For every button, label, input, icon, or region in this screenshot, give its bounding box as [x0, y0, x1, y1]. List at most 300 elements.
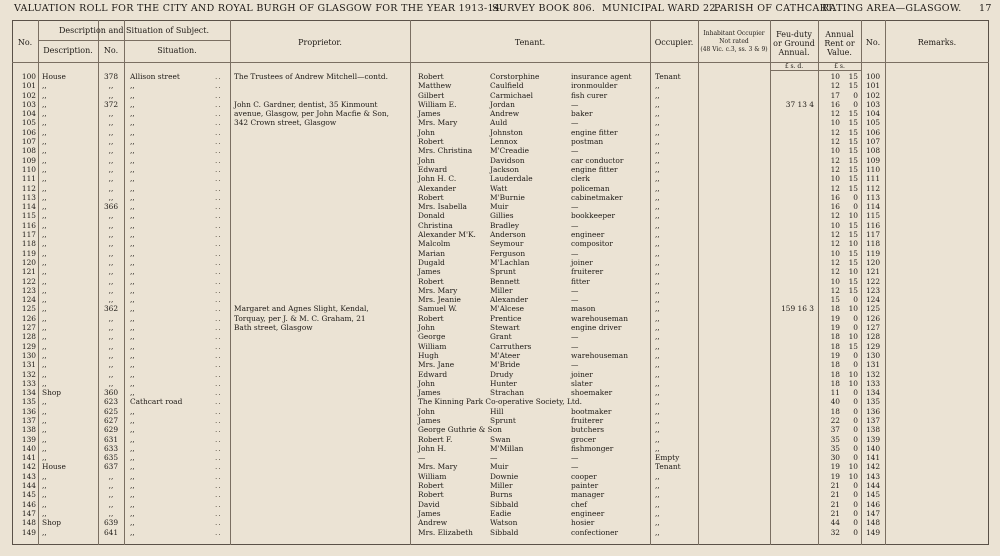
table-row [0, 370, 1000, 379]
entry-number: 114 [21, 202, 36, 212]
entry-occupation: — [571, 220, 579, 230]
entry-street-number: ,, [108, 313, 114, 323]
entry-tenant-surname: Sibbald [490, 527, 519, 537]
entry-occupier: ,, [655, 127, 660, 137]
entry-description: ,, [42, 369, 47, 379]
entry-rent-shillings: 10 [848, 304, 858, 314]
entry-tenant-forename: John H. C. [418, 174, 457, 184]
entry-tenant-surname: Ferguson [490, 248, 526, 258]
table-row [0, 128, 1000, 137]
entry-number: 119 [21, 248, 36, 258]
entry-situation: ,, [130, 276, 135, 286]
leader-dots: .. [215, 313, 222, 323]
entry-occupier: ,, [655, 481, 660, 491]
entry-number: 144 [21, 481, 36, 491]
entry-tenant-surname: Johnston [490, 127, 523, 137]
entry-situation: ,, [130, 434, 135, 444]
entry-number-right: 103 [865, 99, 881, 109]
entry-number-right: 104 [865, 109, 881, 119]
entry-description: ,, [42, 490, 47, 500]
roll-title: VALUATION ROLL FOR THE CITY AND ROYAL BURGH OF GLASGOW FOR THE YEAR 1913-14. [14, 3, 504, 14]
leader-dots: .. [215, 406, 222, 416]
entry-street-number: ,, [108, 248, 114, 258]
entry-number: 122 [21, 276, 36, 286]
entry-description: ,, [42, 360, 47, 370]
entry-occupier: ,, [655, 323, 660, 333]
entry-rent-shillings: 0 [853, 388, 858, 398]
entry-occupation: — [571, 360, 579, 370]
entry-street-number: 627 [103, 415, 119, 425]
entry-occupier: ,, [655, 425, 660, 435]
entry-rent-pounds: 18 [830, 341, 840, 351]
entry-description: ,, [42, 434, 47, 444]
entry-rent-pounds: 12 [830, 127, 840, 137]
entry-number: 130 [21, 350, 36, 360]
entry-description: ,, [42, 248, 47, 258]
entry-number-right: 141 [865, 453, 881, 463]
leader-dots: .. [215, 192, 222, 202]
entry-tenant-surname: M'Ateer [490, 350, 521, 360]
entry-number: 128 [21, 332, 36, 342]
entry-rent-shillings: 15 [848, 174, 858, 184]
table-row [0, 91, 1000, 100]
entry-description: ,, [42, 443, 47, 453]
page-header [14, 3, 990, 17]
entry-occupier: ,, [655, 239, 660, 249]
entry-proprietor: 342 Crown street, Glasgow [234, 118, 337, 128]
entry-rent-pounds: 16 [830, 192, 840, 202]
entry-situation: ,, [130, 378, 135, 388]
entry-number-right: 102 [865, 90, 881, 100]
entry-rent-pounds: 18 [830, 406, 840, 416]
entry-situation: ,, [130, 415, 135, 425]
entry-tenant-surname: Muir [490, 462, 509, 472]
entry-situation: ,, [130, 239, 135, 249]
entry-situation: ,, [130, 425, 135, 435]
entry-number-right: 108 [865, 146, 881, 156]
entry-description: ,, [42, 146, 47, 156]
entry-tenant-forename: James [418, 388, 441, 398]
entry-rent-pounds: 17 [830, 90, 840, 100]
entry-rent-shillings: 0 [853, 295, 858, 305]
entry-number: 116 [21, 220, 36, 230]
entry-street-number: ,, [108, 257, 114, 267]
entry-description: ,, [42, 425, 47, 435]
entry-occupation: — [571, 202, 579, 212]
entry-situation: ,, [130, 323, 135, 333]
entry-number: 113 [21, 192, 36, 202]
table-row [0, 407, 1000, 416]
entry-number: 123 [21, 285, 36, 295]
municipal-ward: MUNICIPAL WARD 22. [602, 3, 719, 14]
entry-rent-shillings: 0 [853, 350, 858, 360]
entry-street-number: ,, [108, 378, 114, 388]
entry-occupation: slater [571, 378, 593, 388]
col-feu-3: Annual. [778, 48, 810, 57]
entry-rent-pounds: 15 [830, 295, 840, 305]
entry-rent-shillings: 0 [853, 518, 858, 528]
entry-number-right: 118 [865, 239, 881, 249]
entry-situation: ,, [130, 285, 135, 295]
entry-description: ,, [42, 285, 47, 295]
entry-street-number: ,, [108, 285, 114, 295]
entry-rent-shillings: 0 [853, 90, 858, 100]
entry-occupation: cabinetmaker [571, 192, 623, 202]
table-row [0, 230, 1000, 239]
entry-rent-shillings: 15 [848, 118, 858, 128]
entry-occupier: ,, [655, 276, 660, 286]
entry-rent-pounds: 32 [830, 527, 840, 537]
entry-occupier: ,, [655, 267, 660, 277]
entry-tenant-surname: Miller [490, 285, 513, 295]
entry-occupation: fitter [571, 276, 590, 286]
entry-occupier: ,, [655, 332, 660, 342]
entry-description: House [42, 462, 66, 472]
entry-description: ,, [42, 155, 47, 165]
entry-occupier: ,, [655, 378, 660, 388]
entry-tenant-surname: Swan [490, 434, 511, 444]
entry-proprietor: The Trustees of Andrew Mitchell—contd. [234, 72, 388, 81]
entry-rent-shillings: 0 [853, 323, 858, 333]
entry-tenant-surname: Watson [490, 518, 518, 528]
entry-number: 142 [21, 462, 36, 472]
entry-street-number: ,, [108, 481, 114, 491]
entry-tenant-forename: Robert [418, 192, 444, 202]
leader-dots: .. [215, 220, 222, 230]
survey-book: SURVEY BOOK 806. [492, 3, 596, 14]
entry-situation: ,, [130, 527, 135, 537]
entry-occupier: ,, [655, 434, 660, 444]
entry-street-number: 378 [103, 72, 119, 81]
entry-number: 125 [21, 304, 36, 314]
entry-number-right: 119 [865, 248, 881, 258]
entry-occupier: ,, [655, 230, 660, 240]
col-feu-2: or Ground [773, 39, 815, 48]
entry-occupation: bootmaker [571, 406, 612, 416]
entry-number-right: 106 [865, 127, 881, 137]
entry-number: 102 [21, 90, 36, 100]
entry-occupation: policeman [571, 183, 610, 193]
entry-occupier: ,, [655, 174, 660, 184]
entry-occupier: Tenant [655, 462, 681, 472]
entry-rent-shillings: 15 [848, 127, 858, 137]
entry-occupation: confectioner [571, 527, 619, 537]
table-row [0, 202, 1000, 211]
col-no-right: No. [865, 38, 881, 47]
entry-rent-shillings: 0 [853, 425, 858, 435]
entry-rent-pounds: 12 [830, 183, 840, 193]
entry-occupation: insurance agent [571, 72, 632, 81]
entry-occupation: — [571, 118, 579, 128]
entry-occupation: baker [571, 109, 593, 119]
table-row [0, 184, 1000, 193]
table-row [0, 100, 1000, 109]
entry-street-number: 360 [103, 388, 119, 398]
entry-situation: ,, [130, 127, 135, 137]
entry-rent-shillings: 10 [848, 239, 858, 249]
entry-rent-pounds: 22 [830, 415, 840, 425]
entry-tenant-surname: Miller [490, 481, 513, 491]
entry-occupier: ,, [655, 490, 660, 500]
entry-occupier: ,, [655, 471, 660, 481]
entry-number-right: 129 [865, 341, 881, 351]
entry-tenant-forename: Samuel W. [418, 304, 457, 314]
leader-dots: .. [215, 81, 222, 91]
entry-occupation: manager [571, 490, 605, 500]
entry-number: 145 [21, 490, 36, 500]
leader-dots: .. [215, 518, 222, 528]
entry-occupation: warehouseman [571, 350, 628, 360]
table-row [0, 360, 1000, 369]
entry-street-number: ,, [108, 276, 114, 286]
leader-dots: .. [215, 285, 222, 295]
entry-number: 143 [21, 471, 36, 481]
entry-occupation: fruiterer [571, 267, 604, 277]
col-annual-1: Annual [825, 30, 854, 39]
col-proprietor: Proprietor. [298, 38, 342, 47]
entry-number-right: 100 [865, 72, 881, 81]
entry-description: ,, [42, 397, 47, 407]
entry-rent-pounds: 19 [830, 471, 840, 481]
entry-occupier: ,, [655, 285, 660, 295]
entry-situation: ,, [130, 137, 135, 147]
entry-number: 149 [21, 527, 36, 537]
entry-description: ,, [42, 406, 47, 416]
leader-dots: .. [215, 230, 222, 240]
entry-description: ,, [42, 304, 47, 314]
table-row [0, 435, 1000, 444]
entry-number: 115 [21, 211, 36, 221]
col-description-group: Description and Situation of Subject. [58, 26, 210, 35]
entry-rent-shillings: 10 [848, 369, 858, 379]
entry-tenant-forename: Christina [418, 220, 453, 230]
leader-dots: .. [215, 434, 222, 444]
entry-tenant-forename: Andrew [418, 518, 448, 528]
entry-number: 137 [21, 415, 36, 425]
col-remarks: Remarks. [917, 38, 957, 47]
entry-number: 108 [21, 146, 36, 156]
entry-tenant-surname: Sprunt [490, 267, 516, 277]
entry-rent-pounds: 40 [830, 397, 840, 407]
entry-rent-shillings: 0 [853, 508, 858, 518]
entry-tenant-forename: Malcolm [418, 239, 451, 249]
entry-number-right: 131 [865, 360, 881, 370]
leader-dots: .. [215, 388, 222, 398]
entry-rent-shillings: 10 [848, 211, 858, 221]
entry-rent-pounds: 12 [830, 267, 840, 277]
entry-tenant-forename: Robert [418, 72, 444, 81]
entry-rent-pounds: 10 [830, 276, 840, 286]
entry-rent-shillings: 10 [848, 332, 858, 342]
entry-occupier: ,, [655, 248, 660, 258]
entry-rent-pounds: 12 [830, 164, 840, 174]
entry-street-number: ,, [108, 118, 114, 128]
table-row [0, 425, 1000, 434]
entry-number-right: 128 [865, 332, 881, 342]
entry-description: ,, [42, 118, 47, 128]
entry-street-number: ,, [108, 164, 114, 174]
entry-number-right: 145 [865, 490, 881, 500]
entry-tenant-surname: Prentice [490, 313, 522, 323]
entry-tenant-surname: Grant [490, 332, 512, 342]
entry-situation: ,, [130, 518, 135, 528]
entry-rent-pounds: 18 [830, 304, 840, 314]
leader-dots: .. [215, 378, 222, 388]
entry-number-right: 133 [865, 378, 881, 388]
entry-tenant-surname: Corstorphine [490, 72, 540, 81]
entry-rent-pounds: 35 [830, 443, 840, 453]
entry-occupier: ,, [655, 109, 660, 119]
leader-dots: .. [215, 350, 222, 360]
entry-number-right: 117 [865, 230, 881, 240]
entry-occupation: engine fitter [571, 127, 618, 137]
entry-occupier: ,, [655, 137, 660, 147]
entry-number-right: 120 [865, 257, 881, 267]
entry-number-right: 139 [865, 434, 881, 444]
entry-description: ,, [42, 127, 47, 137]
leader-dots: .. [215, 211, 222, 221]
entry-rent-pounds: 21 [830, 481, 840, 491]
entry-rent-shillings: 15 [848, 341, 858, 351]
entry-rent-shillings: 0 [853, 527, 858, 537]
entry-situation: ,, [130, 99, 135, 109]
entry-rent-shillings: 15 [848, 146, 858, 156]
entry-description: ,, [42, 99, 47, 109]
entry-occupier: ,, [655, 415, 660, 425]
entry-description: ,, [42, 323, 47, 333]
leader-dots: .. [215, 527, 222, 537]
entry-occupier: ,, [655, 527, 660, 537]
entry-occupier: ,, [655, 183, 660, 193]
entry-occupier: ,, [655, 220, 660, 230]
table-row [0, 249, 1000, 258]
entry-tenant-forename: Mrs. Elizabeth [418, 527, 473, 537]
entry-number: 131 [21, 360, 36, 370]
entry-tenant-forename: Robert [418, 490, 444, 500]
entry-tenant-surname: M'Lachlan [490, 257, 530, 267]
table-row [0, 295, 1000, 304]
entry-occupation: joiner [571, 257, 593, 267]
entry-number-right: 132 [865, 369, 881, 379]
entry-description: ,, [42, 453, 47, 463]
entry-tenant-forename: Matthew [418, 81, 452, 91]
entry-number: 103 [21, 99, 36, 109]
entry-street-number: 631 [103, 434, 119, 444]
entry-occupier: ,, [655, 443, 660, 453]
entry-number: 126 [21, 313, 36, 323]
entry-tenant-surname: Watt [490, 183, 508, 193]
entry-number: 136 [21, 406, 36, 416]
entry-occupation: — [571, 341, 579, 351]
entry-number-right: 123 [865, 285, 881, 295]
leader-dots: .. [215, 323, 222, 333]
entry-rent-shillings: 0 [853, 415, 858, 425]
entry-tenant-forename: — [418, 453, 426, 463]
entry-tenant-surname: M'Alcese [490, 304, 524, 314]
entry-number-right: 111 [865, 174, 881, 184]
entry-situation: Cathcart road [130, 397, 183, 407]
entry-tenant-surname: Andrew [490, 109, 520, 119]
entry-description: ,, [42, 174, 47, 184]
entry-rent-shillings: 0 [853, 406, 858, 416]
entry-rent-pounds: 21 [830, 490, 840, 500]
leader-dots: .. [215, 490, 222, 500]
entry-occupier: ,, [655, 369, 660, 379]
entry-number: 111 [21, 174, 36, 184]
entry-rent-pounds: 21 [830, 499, 840, 509]
entry-tenant-forename: Robert F. [418, 434, 453, 444]
entry-tenant-surname: Seymour [490, 239, 524, 249]
entry-situation: ,, [130, 155, 135, 165]
entry-number: 121 [21, 267, 36, 277]
entry-street-number: ,, [108, 230, 114, 240]
col-annual-3: Value. [827, 48, 852, 57]
col-feu-units: £ s. d. [784, 63, 804, 70]
entry-situation: ,, [130, 369, 135, 379]
entry-occupation: — [571, 332, 579, 342]
entry-number-right: 116 [865, 220, 881, 230]
entry-occupier: ,, [655, 90, 660, 100]
entry-street-number: ,, [108, 90, 114, 100]
entry-occupation: shoemaker [571, 388, 613, 398]
col-annual-units: £ s. [834, 63, 845, 70]
entry-tenant-surname: Bradley [490, 220, 520, 230]
leader-dots: .. [215, 471, 222, 481]
entry-occupier: Empty [655, 453, 680, 463]
entry-rent-shillings: 0 [853, 499, 858, 509]
table-row [0, 193, 1000, 202]
entry-tenant-surname: — [490, 453, 498, 463]
entry-number-right: 149 [865, 527, 881, 537]
table-row [0, 109, 1000, 118]
table-row [0, 351, 1000, 360]
entry-number-right: 101 [865, 81, 881, 91]
entry-street-number: 623 [103, 397, 119, 407]
entry-tenant-forename: James [418, 109, 441, 119]
table-row [0, 72, 1000, 81]
entry-tenant-forename: James [418, 267, 441, 277]
entry-rent-pounds: 16 [830, 99, 840, 109]
entry-tenant-surname: M'Millan [490, 443, 524, 453]
entry-rent-pounds: 35 [830, 434, 840, 444]
entry-occupation: — [571, 295, 579, 305]
entry-occupier: ,, [655, 360, 660, 370]
col-inhabitant-2: Not rated [719, 38, 749, 45]
entry-proprietor: Torquay, per J. & M. C. Graham, 21 [234, 313, 366, 323]
entry-number: 118 [21, 239, 36, 249]
leader-dots: .. [215, 72, 222, 81]
entry-occupier: ,, [655, 155, 660, 165]
entry-street-number: ,, [108, 369, 114, 379]
entry-description: ,, [42, 341, 47, 351]
table-row [0, 397, 1000, 406]
entry-occupier: ,, [655, 257, 660, 267]
entry-tenant-surname: Jackson [490, 164, 519, 174]
entry-situation: ,, [130, 388, 135, 398]
entry-street-number: ,, [108, 155, 114, 165]
entry-description: House [42, 72, 66, 81]
entry-occupation: postman [571, 137, 604, 147]
entry-tenant-surname: M'Bride [490, 360, 521, 370]
entry-tenant-forename: Mrs. Mary [418, 118, 458, 128]
entry-rent-shillings: 15 [848, 72, 858, 81]
entry-street-number: ,, [108, 137, 114, 147]
entry-tenant-forename: George [418, 332, 446, 342]
entry-number: 134 [21, 388, 36, 398]
col-inhabitant-1: Inhabitant Occupier [703, 30, 765, 37]
entry-rent-pounds: 18 [830, 378, 840, 388]
entry-description: Shop [42, 518, 62, 528]
